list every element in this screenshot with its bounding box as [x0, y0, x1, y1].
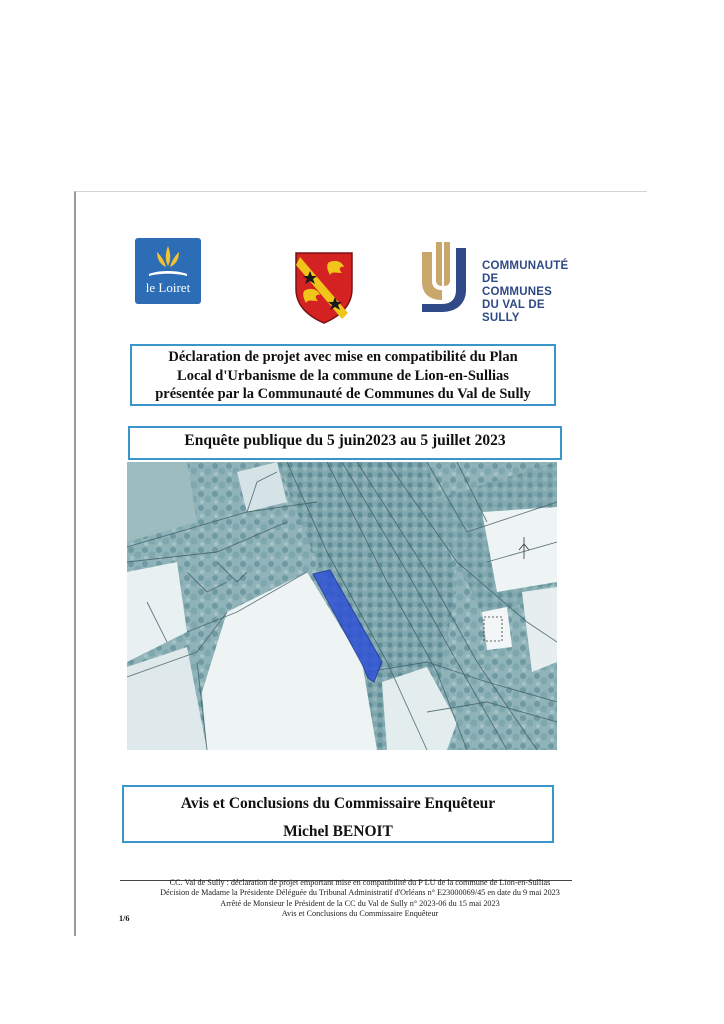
page-number: 1/6	[119, 914, 130, 923]
aerial-cadastral-map	[127, 462, 557, 750]
title-line: présentée par la Communauté de Communes du Val de Sully	[155, 386, 531, 402]
footer-line: Décision de Madame la Présidente Déléguée du Tribunal Administratif d'Orléans n° E23000069/45 en date du 9 mai 2023	[160, 888, 560, 898]
cc-logo-text	[482, 260, 568, 325]
footer-line: CC. Val de Sully : déclaration de projet emportant mise en compatibilité du P LU de la commune de Lion-en-Sullias	[169, 878, 551, 887]
avis-conclusions-box	[122, 785, 554, 843]
cc-val-de-sully-logo	[418, 240, 569, 324]
avis-heading: Avis et Conclusions du Commissaire Enquêteur	[180, 795, 496, 812]
enquete-dates-box	[128, 426, 562, 460]
cc-logo-line: DE COMMUNES	[482, 273, 552, 298]
commissaire-name: Michel BENOIT	[283, 823, 393, 840]
title-line: Local d'Urbanisme de la commune de Lion-en-Sullias	[177, 367, 509, 384]
title-line: Déclaration de projet avec mise en compatibilité du Plan	[168, 349, 518, 365]
loiret-logo-text: le Loiret	[145, 280, 191, 295]
page-footer	[100, 878, 620, 920]
footer-line: Arrêté de Monsieur le Président de la CC du Val de Sully n° 2023-06 du 15 mai 2023	[220, 898, 500, 908]
project-title-box	[130, 344, 556, 406]
enquete-dates: Enquête publique du 5 juin2023 au 5 juillet 2023	[184, 432, 506, 449]
cc-logo-line: COMMUNAUTÉ	[482, 260, 569, 272]
cc-logo-line: DU VAL DE SULLY	[482, 299, 545, 324]
commune-crest	[292, 249, 356, 325]
loiret-logo	[135, 238, 201, 304]
footer-line: Avis et Conclusions du Commissaire Enquêteur	[281, 909, 439, 919]
